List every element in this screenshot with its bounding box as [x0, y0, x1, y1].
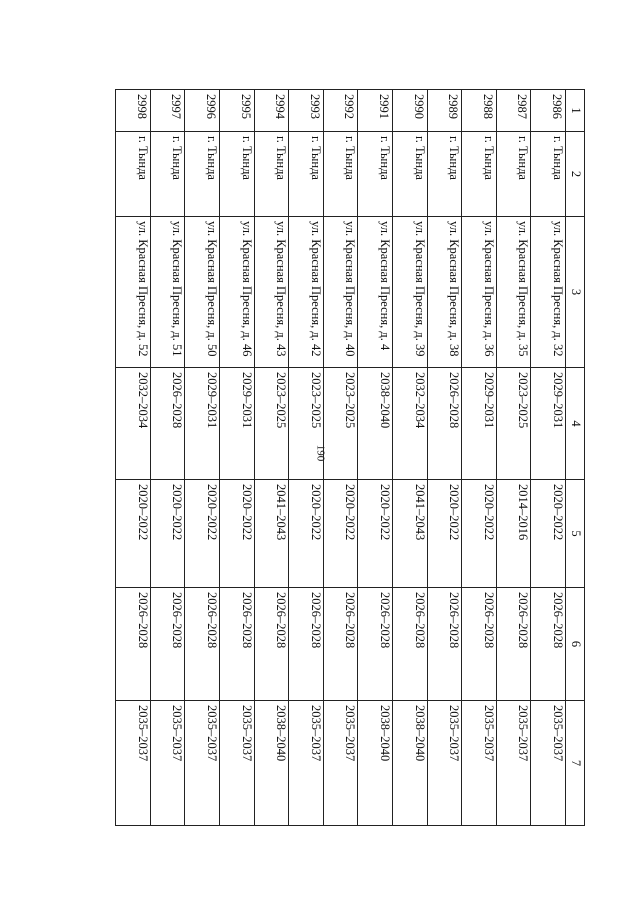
- period-cell: 2038–2040: [358, 701, 393, 826]
- period-cell: 2026–2028: [254, 588, 289, 701]
- city-cell: г. Тында: [496, 132, 531, 217]
- period-cell: 2026–2028: [427, 368, 462, 480]
- city-cell: г. Тында: [116, 132, 151, 217]
- city-cell: г. Тында: [150, 132, 185, 217]
- period-cell: 2026–2028: [289, 588, 324, 701]
- period-cell: 2023–2025: [323, 368, 358, 480]
- period-cell: 2026–2028: [462, 588, 497, 701]
- row-number-cell: 2995: [219, 90, 254, 132]
- address-cell: ул. Красная Пресня, д. 43: [254, 217, 289, 368]
- table-row: [254, 90, 289, 826]
- table-row: [531, 90, 566, 826]
- period-cell: 2029–2031: [185, 368, 220, 480]
- table-row: [496, 90, 531, 826]
- address-cell: ул. Красная Пресня, д. 36: [462, 217, 497, 368]
- table-row: [116, 90, 151, 826]
- period-cell: 2038–2040: [392, 701, 427, 826]
- row-number-cell: 2992: [323, 90, 358, 132]
- row-number-cell: 2989: [427, 90, 462, 132]
- table-body: [116, 90, 566, 826]
- address-cell: ул. Красная Пресня, д. 46: [219, 217, 254, 368]
- period-cell: 2035–2037: [496, 701, 531, 826]
- column-header-6: 6: [566, 588, 585, 701]
- address-cell: ул. Красная Пресня, д. 35: [496, 217, 531, 368]
- period-cell: 2035–2037: [219, 701, 254, 826]
- address-cell: ул. Красная Пресня, д. 32: [531, 217, 566, 368]
- address-cell: ул. Красная Пресня, д. 4: [358, 217, 393, 368]
- address-cell: ул. Красная Пресня, д. 50: [185, 217, 220, 368]
- period-cell: 2026–2028: [323, 588, 358, 701]
- period-cell: 2014–2016: [496, 480, 531, 588]
- period-cell: 2020–2022: [219, 480, 254, 588]
- address-cell: ул. Красная Пресня, д. 38: [427, 217, 462, 368]
- period-cell: 2026–2028: [496, 588, 531, 701]
- city-cell: г. Тында: [531, 132, 566, 217]
- table-row: [289, 90, 324, 826]
- period-cell: 2035–2037: [116, 701, 151, 826]
- period-cell: 2023–2025: [254, 368, 289, 480]
- period-cell: 2023–2025: [496, 368, 531, 480]
- address-cell: ул. Красная Пресня, д. 52: [116, 217, 151, 368]
- period-cell: 2026–2028: [358, 588, 393, 701]
- address-cell: ул. Красная Пресня, д. 42: [289, 217, 324, 368]
- column-header-7: 7: [566, 701, 585, 826]
- table-row: [462, 90, 497, 826]
- city-cell: г. Тында: [254, 132, 289, 217]
- table-row: [392, 90, 427, 826]
- row-number-cell: 2998: [116, 90, 151, 132]
- schedule-table: [115, 89, 585, 826]
- period-cell: 2035–2037: [462, 701, 497, 826]
- period-cell: 2020–2022: [289, 480, 324, 588]
- period-cell: 2035–2037: [427, 701, 462, 826]
- table-row: [150, 90, 185, 826]
- page-number: 190: [314, 444, 327, 462]
- column-header-1: 1: [566, 90, 585, 132]
- row-number-cell: 2994: [254, 90, 289, 132]
- period-cell: 2026–2028: [150, 368, 185, 480]
- period-cell: 2020–2022: [116, 480, 151, 588]
- period-cell: 2035–2037: [531, 701, 566, 826]
- table-row: [427, 90, 462, 826]
- address-cell: ул. Красная Пресня, д. 40: [323, 217, 358, 368]
- period-cell: 2020–2022: [150, 480, 185, 588]
- city-cell: г. Тында: [323, 132, 358, 217]
- row-number-cell: 2990: [392, 90, 427, 132]
- city-cell: г. Тында: [185, 132, 220, 217]
- address-cell: ул. Красная Пресня, д. 51: [150, 217, 185, 368]
- column-header-4: 4: [566, 368, 585, 480]
- period-cell: 2020–2022: [427, 480, 462, 588]
- period-cell: 2035–2037: [323, 701, 358, 826]
- period-cell: 2026–2028: [150, 588, 185, 701]
- document-table-area: [115, 89, 585, 825]
- period-cell: 2038–2040: [358, 368, 393, 480]
- period-cell: 2032–2034: [116, 368, 151, 480]
- address-cell: ул. Красная Пресня, д. 39: [392, 217, 427, 368]
- row-number-cell: 2991: [358, 90, 393, 132]
- period-cell: 2032–2034: [392, 368, 427, 480]
- period-cell: 2038–2040: [254, 701, 289, 826]
- period-cell: 2026–2028: [219, 588, 254, 701]
- city-cell: г. Тында: [289, 132, 324, 217]
- period-cell: 2041–2043: [392, 480, 427, 588]
- period-cell: 2035–2037: [289, 701, 324, 826]
- period-cell: 2035–2037: [150, 701, 185, 826]
- period-cell: 2041–2043: [254, 480, 289, 588]
- rotated-table-container: [115, 89, 585, 825]
- table-row: [219, 90, 254, 826]
- column-header-5: 5: [566, 480, 585, 588]
- period-cell: 2020–2022: [531, 480, 566, 588]
- column-header-3: 3: [566, 217, 585, 368]
- city-cell: г. Тында: [427, 132, 462, 217]
- period-cell: 2029–2031: [462, 368, 497, 480]
- row-number-cell: 2986: [531, 90, 566, 132]
- row-number-cell: 2993: [289, 90, 324, 132]
- header-row: [566, 90, 585, 826]
- period-cell: 2020–2022: [185, 480, 220, 588]
- period-cell: 2029–2031: [219, 368, 254, 480]
- table-row: [185, 90, 220, 826]
- row-number-cell: 2997: [150, 90, 185, 132]
- city-cell: г. Тында: [358, 132, 393, 217]
- period-cell: 2029–2031: [531, 368, 566, 480]
- city-cell: г. Тында: [462, 132, 497, 217]
- period-cell: 2026–2028: [392, 588, 427, 701]
- table-row: [323, 90, 358, 826]
- table-row: [358, 90, 393, 826]
- city-cell: г. Тында: [219, 132, 254, 217]
- row-number-cell: 2996: [185, 90, 220, 132]
- period-cell: 2026–2028: [427, 588, 462, 701]
- city-cell: г. Тында: [392, 132, 427, 217]
- period-cell: 2020–2022: [358, 480, 393, 588]
- period-cell: 2026–2028: [185, 588, 220, 701]
- row-number-cell: 2988: [462, 90, 497, 132]
- column-header-2: 2: [566, 132, 585, 217]
- period-cell: 2026–2028: [116, 588, 151, 701]
- period-cell: 2020–2022: [462, 480, 497, 588]
- period-cell: 2026–2028: [531, 588, 566, 701]
- period-cell: 2035–2037: [185, 701, 220, 826]
- row-number-cell: 2987: [496, 90, 531, 132]
- period-cell: 2020–2022: [323, 480, 358, 588]
- period-cell: 2023–2025: [289, 368, 324, 480]
